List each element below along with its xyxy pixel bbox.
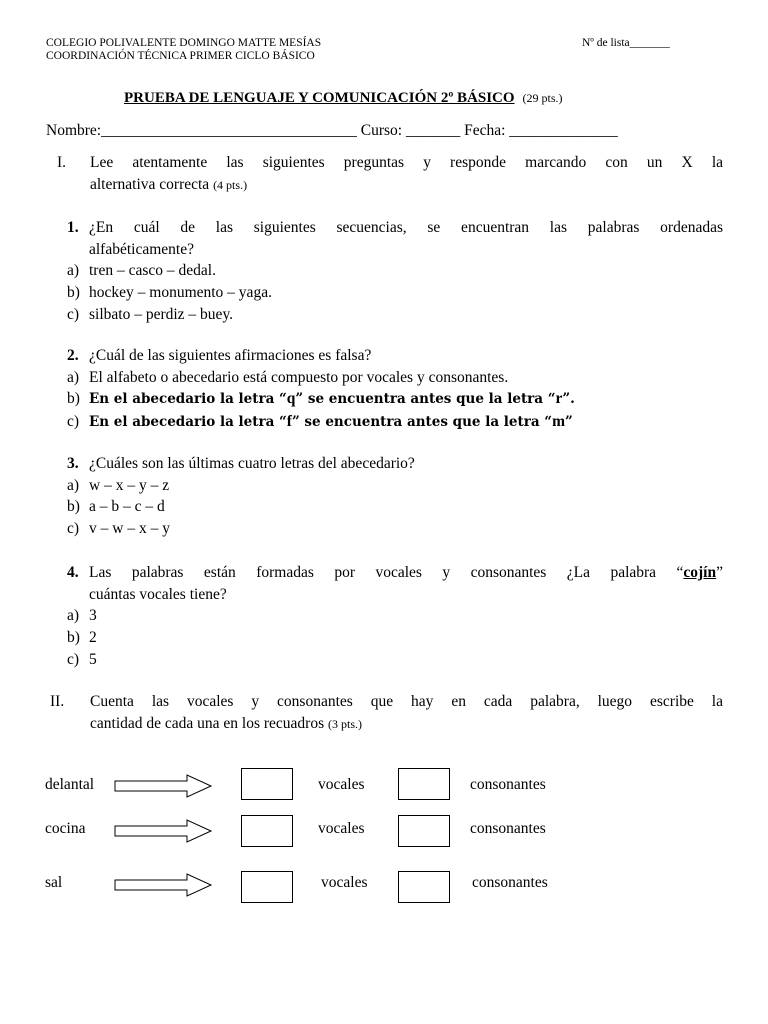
option-label: b) xyxy=(67,390,80,408)
section-2-instruction-line2: cantidad de cada una en los recuadros xyxy=(90,715,325,732)
option-text: v – w – x – y xyxy=(89,520,170,538)
question-3 xyxy=(67,453,723,540)
section-1-points: (4 pts.) xyxy=(213,178,248,192)
question-4 xyxy=(67,562,723,671)
option-text-pre: En el abecedario la letra “ xyxy=(89,391,287,408)
section-1-instruction-line2: alternativa correcta xyxy=(90,176,210,193)
vowels-box-sal[interactable] xyxy=(241,871,293,903)
question-4-option-c[interactable] xyxy=(67,649,723,671)
consonants-box-sal[interactable] xyxy=(398,871,450,903)
section-1-numeral: I. xyxy=(57,154,67,171)
test-title xyxy=(124,89,563,107)
course-field[interactable]: Curso: _______ xyxy=(360,122,461,139)
vowels-box-delantal[interactable] xyxy=(241,768,293,800)
question-1-number: 1. xyxy=(67,219,79,236)
question-1-text-cont: alfabéticamente? xyxy=(89,240,194,258)
vowels-label: vocales xyxy=(321,874,368,891)
option-text: 3 xyxy=(89,607,97,625)
option-text: 2 xyxy=(89,629,97,647)
question-1-option-b[interactable] xyxy=(67,282,723,304)
question-4-text-pre: Las palabras están formadas por vocales y consonantes ¿La palabra “ xyxy=(89,564,684,581)
option-text: tren – casco – dedal. xyxy=(89,262,216,280)
question-1 xyxy=(67,217,723,326)
word-delantal: delantal xyxy=(45,776,95,793)
question-4-text-cont: cuántas vocales tiene? xyxy=(89,585,227,603)
option-label: b) xyxy=(67,629,80,647)
question-4-text xyxy=(89,562,723,584)
option-label: a) xyxy=(67,368,80,386)
word-cocina: cocina xyxy=(45,820,86,837)
question-1-option-c[interactable] xyxy=(67,304,723,326)
question-1-option-a[interactable] xyxy=(67,260,723,282)
option-text-mid: ” se encuentra antes que la letra “ xyxy=(295,391,556,408)
word-sal: sal xyxy=(45,874,63,891)
consonants-box-delantal[interactable] xyxy=(398,768,450,800)
consonants-label: consonantes xyxy=(472,874,548,891)
option-letter: f xyxy=(286,413,292,431)
option-text xyxy=(89,411,573,434)
option-label: a) xyxy=(67,262,80,280)
option-label: b) xyxy=(67,284,80,302)
question-3-option-a[interactable] xyxy=(67,475,723,497)
option-text xyxy=(89,388,575,411)
consonants-label: consonantes xyxy=(470,820,546,837)
section-2-instruction-cont xyxy=(90,713,362,736)
arrow-right-icon xyxy=(114,774,214,798)
question-3-option-c[interactable] xyxy=(67,518,723,540)
option-text: silbato – perdiz – buey. xyxy=(89,305,234,323)
section-2-numeral: II. xyxy=(50,693,65,710)
option-text: a – b – c – d xyxy=(89,498,165,516)
option-label: c) xyxy=(67,650,80,668)
option-text-post: ” xyxy=(564,414,573,431)
date-field[interactable]: Fecha: ______________ xyxy=(464,122,618,139)
question-2-option-c[interactable] xyxy=(67,411,723,434)
option-label: c) xyxy=(67,520,80,538)
option-text-post: ”. xyxy=(562,391,575,408)
option-label: a) xyxy=(67,607,80,625)
question-3-option-b[interactable] xyxy=(67,496,723,518)
section-2-instruction: Cuenta las vocales y consonantes que hay en cada palabra, luego escribe la xyxy=(90,693,723,710)
question-1-text: ¿En cuál de las siguientes secuencias, se encuentran las palabras ordenadas xyxy=(89,219,723,236)
school-name: COLEGIO POLIVALENTE DOMINGO MATTE MESÍAS xyxy=(46,37,322,49)
question-2 xyxy=(67,345,723,434)
option-text: 5 xyxy=(89,650,97,668)
vowels-box-cocina[interactable] xyxy=(241,815,293,847)
option-label: a) xyxy=(67,476,80,494)
question-3-text: ¿Cuáles son las últimas cuatro letras del abecedario? xyxy=(89,455,415,472)
name-field[interactable]: Nombre:_________________________________ xyxy=(46,122,357,139)
option-text-mid: ” se encuentra antes que la letra “ xyxy=(291,414,553,431)
arrow-right-icon xyxy=(114,819,214,843)
question-4-option-b[interactable] xyxy=(67,627,723,649)
test-total-points: (29 pts.) xyxy=(522,91,563,105)
consonants-box-cocina[interactable] xyxy=(398,815,450,847)
coordination-name: COORDINACIÓN TÉCNICA PRIMER CICLO BÁSICO xyxy=(46,50,315,62)
section-1-instruction-cont xyxy=(90,174,247,197)
question-4-text-post: ” xyxy=(716,564,723,581)
option-label: b) xyxy=(67,498,80,516)
option-label: c) xyxy=(67,413,80,431)
question-2-number: 2. xyxy=(67,347,79,364)
option-letter: r xyxy=(555,390,563,408)
student-info-line xyxy=(46,120,618,142)
option-text: El alfabeto o abecedario está compuesto por vocales y consonantes. xyxy=(89,368,509,386)
test-title-text: PRUEBA DE LENGUAJE Y COMUNICACIÓN 2º BÁSICO xyxy=(124,90,515,106)
consonants-label: consonantes xyxy=(470,776,546,793)
section-2-points: (3 pts.) xyxy=(328,717,362,731)
list-number-field[interactable]: Nº de lista_______ xyxy=(582,37,670,49)
question-2-option-b[interactable] xyxy=(67,388,723,411)
option-letter: q xyxy=(286,390,296,408)
question-4-number: 4. xyxy=(67,564,79,581)
vowels-label: vocales xyxy=(318,776,365,793)
option-label: c) xyxy=(67,305,80,323)
option-text: w – x – y – z xyxy=(89,476,170,494)
question-3-number: 3. xyxy=(67,455,79,472)
option-letter: m xyxy=(552,413,565,431)
vowels-label: vocales xyxy=(318,820,365,837)
section-1-instruction: Lee atentamente las siguientes preguntas y responde marcando con un X la xyxy=(90,154,723,171)
question-2-text: ¿Cuál de las siguientes afirmaciones es falsa? xyxy=(89,347,372,364)
option-text: hockey – monumento – yaga. xyxy=(89,284,272,302)
question-2-option-a[interactable] xyxy=(67,367,723,389)
arrow-right-icon xyxy=(114,873,214,897)
question-4-option-a[interactable] xyxy=(67,605,723,627)
option-text-pre: En el abecedario la letra “ xyxy=(89,414,287,431)
question-4-word: cojín xyxy=(683,564,717,581)
